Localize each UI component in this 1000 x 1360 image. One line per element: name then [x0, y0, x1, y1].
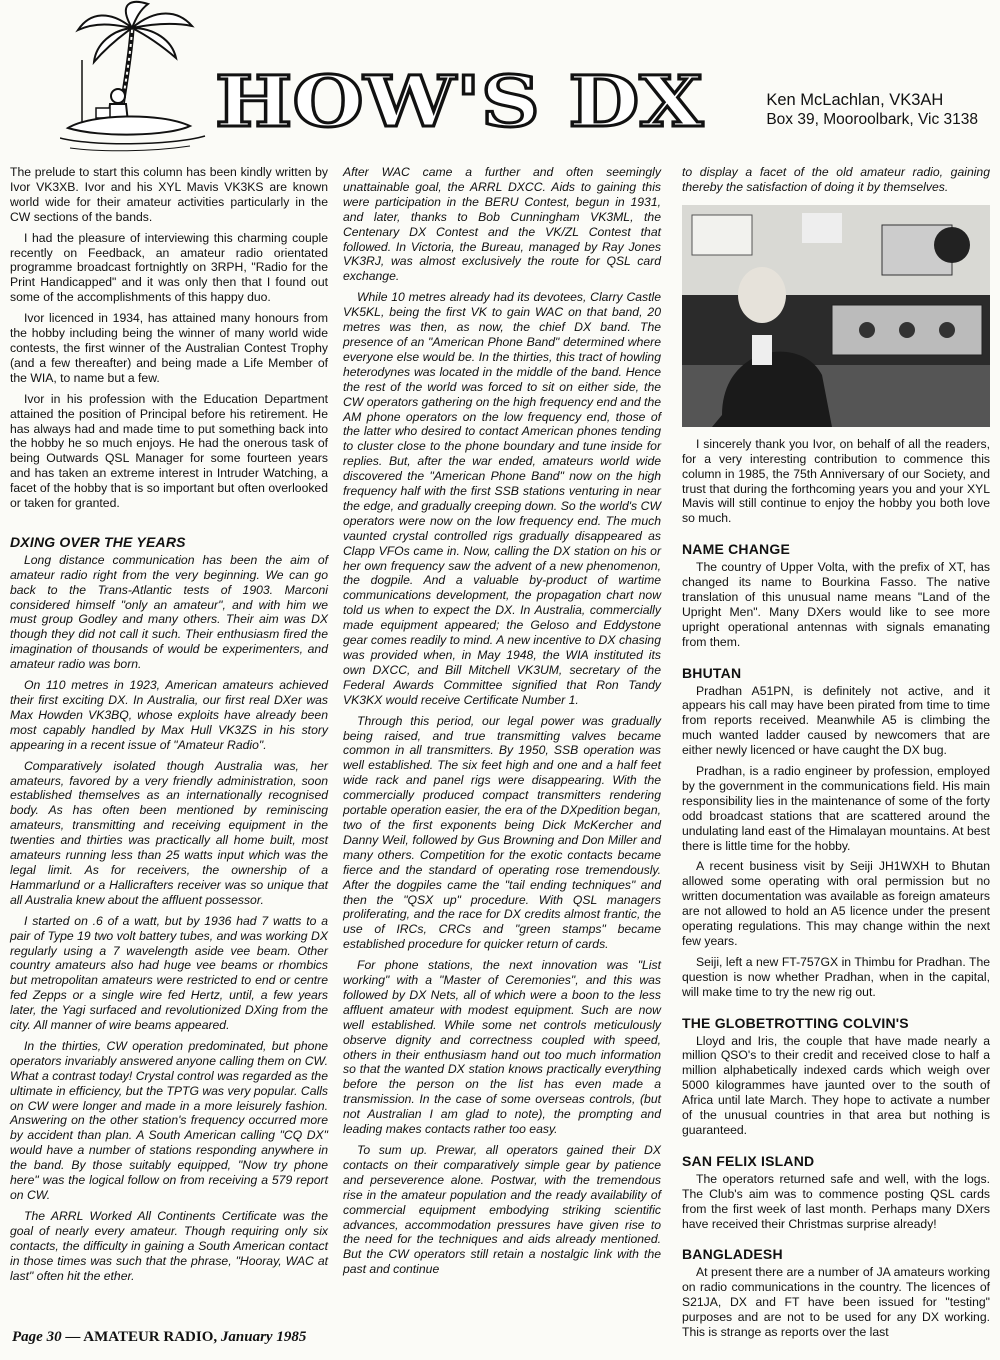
paragraph: A recent business visit by Seiji JH1WXH to Bhutan allowed some operating with oral permission but no written documentation was available as foreign amateurs are not allowed to hold an A5 licence under the present operating regulations. This may change within the next few years. [682, 859, 990, 948]
paragraph: The ARRL Worked All Continents Certificate was the goal of nearly every amateur. Though requiring only six contacts, the difficulty in gaining a South American contact in those times was such that the phrase, "Hooray, WAC at last" often hit the ether. [10, 1208, 328, 1283]
paragraph: Lloyd and Iris, the couple that have made nearly a million QSO's to their credit and received close to half a million alphabetically indexed cards which weigh over 5000 kilogrammes have jaunted over to the south of Africa until late March. They hope to activate a number of the unusual countries in that area but nothing is guaranteed. [682, 1033, 990, 1137]
desert-island-cartoon [60, 0, 210, 155]
paragraph: On 110 metres in 1923, American amateurs achieved their first exciting DX. In Australia, our first real DXer was Max Howden VK3BQ, whose exploits have already been most capably handled by Max Hull VK3ZS in his story appearing in a recent issue of "Amateur Radio". [10, 678, 328, 752]
column-2 [343, 165, 661, 1283]
paragraph: to display a facet of the old amateur radio, gaining thereby the satisfaction of doing it by themselves. [682, 165, 990, 194]
paragraph: Through this period, our legal power was gradually being raised, and true transmitting valves became common in all transmitters. By 1950, SSB operation was well established. The six feet high and one and a half feet wide rack and panel rigs were disappearing. With the commercially produced compact transmitters rendering portable operation easier, the era of the DXpedition began, two of the first exponents being Dick McKercher and Danny Weil, followed by Gus Browning and Don Miller and many others. Competition for the exotic contacts became fierce and the standard of operating rose tremendously. After the dogpiles came the "tail ending techniques" and then the "QSX up" procedure. With QSL managers proliferating, and the race for DX credits almost frantic, the use of IRCs, CRCs and "green stamps" became established procedure for quicker return of cards. [343, 713, 661, 952]
paragraph: The country of Upper Volta, with the prefix of XT, has changed its name to Bourkina Fasso. The native translation of this unusual name means "Land of the Upright Men". Many DXers would like to see more upright operational antennas with signals emanating from them. [682, 560, 990, 649]
issue-date: January 1985 [220, 1329, 307, 1345]
section-heading-dxing: DXING OVER THE YEARS [10, 533, 186, 550]
svg-text:HOW'S DX: HOW'S DX [215, 62, 704, 138]
paragraph: I sincerely thank you Ivor, on behalf of all the readers, for a very interesting contribution to commence this column in 1985, the 75th Anniversary of our Society, and trust that during the forthcoming years you and your XYL Mavis will still continue to enjoy the hobby you both love so much. [682, 436, 990, 526]
author-name: Ken McLachlan, VK3AH [766, 91, 944, 109]
section-heading-bhutan: BHUTAN [682, 664, 742, 681]
section-heading-colvins: THE GLOBETROTTING COLVIN'S [682, 1014, 909, 1031]
paragraph: In the thirties, CW operation predominated, but phone operators invariably answered anyone calling them on CW. What a contrast today! Crystal control was regarded as the ultimate in efficiency, but the TPTG was very popular. Calls on CW were longer and made in a more leisurely fashion. Answering on the other station's frequency occurred more by accident than plan. A South American calling "CQ DX" would have a number of stations responding anywhere in the band. By those suitably equipped, "Now try phone here" was the logical follow on from receiving a 579 report on CW. [10, 1038, 328, 1202]
paragraph: Ivor in his profession with the Education Department attained the position of Principal before his retirement. He has always had and made time to put something back into the hobby he so much enjoys. He had the onerous task of being Outwards QSL Manager for some fourteen years and has taken an extreme interest in Intruder Watching, a facet of the hobby that is so important but often overlooked or taken for granted. [10, 391, 328, 511]
paragraph: Long distance communication has been the aim of amateur radio right from the very beginning. We can go back to the Trans-Atlantic tests of 1903. Marconi considered himself "only an amateur", and with him we must group Godley and many others. Their aim was DX though they did not call it such. Their enthusiasm fired the imagination of thousands of would be experimenters, and amateur radio was born. [10, 552, 328, 672]
paragraph: Comparatively isolated though Australia was, her amateurs, favored by a very friendly administration, soon established themselves as an internationally recognised body. As has often been mentioned by reminiscing amateurs, transmitting and receiving equipment in the twenties and thirties was practically all home built, most amateurs running less than 25 watts input which was the legal limit. As for receivers, the ownership of a Hammarlund or a Hallicrafters receiver was so unique that all Australia knew about the affluent possessor. [10, 758, 328, 907]
page-number: Page 30 [12, 1329, 62, 1345]
paragraph: I had the pleasure of interviewing this charming couple recently on Feedback, an amateur radio orientated programme broadcast fortnightly on 3RPH, "Radio for the Print Handicapped" and it was only then that I found out some of the accomplishments of this happy duo. [10, 230, 328, 305]
paragraph: After WAC came a further and often seemingly unattainable goal, the ARRL DXCC. Aids to gaining this were participation in the BERU Contest, begun in 1931, and later, thanks to Bob Cunningham VK3ML, the Centenary DX Contest and the VK/ZL Contest that followed. In Victoria, the Bureau, managed by Ray Jones VK3RJ, was almost exclusively the route for QSL card exchange. [343, 165, 661, 284]
section-heading-san-felix: SAN FELIX ISLAND [682, 1152, 815, 1169]
section-heading-name-change: NAME CHANGE [682, 541, 790, 558]
paragraph: While 10 metres already had its devotees, Clarry Castle VK5KL, being the first VK to gain WAC on that band, 20 metres was then, as now, the chief DX band. The presence of an "American Phone Band" determined where everyone else would be. In the thirties, this tract of howling heterodynes was located in the middle of the band. Hence the rest of the world was forced to sit on either side, the CW operators gathering on the high frequency end and the AM phone operators on the low frequency end, those of the latter who desired to contact American phones tending to cluster close to the phone boundary and tune inside for replies. But, after the war ended, amateurs world wide discovered the "American Phone Band" now on the high frequency half with the first SSB stations venturing in near the edge, and gradually creeping down. So the world's CW operators were now on the low frequency end. The much vaunted crystal controlled rigs gradually disappeared as Clapp VFOs came in. Now, calling the DX station on his or her own frequency saw the advent of a new phenomenon, the dogpile. And a valuable by-product of wartime communications development, the propagation chart now told us when to expect the DX. In Australia, commercially made equipment appeared; the Geloso and Eddystone gear comes readily to mind. A new incentive to DX chasing was provided when, in May 1948, the WIA instituted its own DXCC, and Bill Mitchell VK3UM, secretary of the Federal Awards Committee signified that Ron Tandy VK3KX would receive Certificate Number 1. [343, 290, 661, 707]
paragraph: The prelude to start this column has been kindly written by Ivor VK3XB. Ivor and his XYL Mavis VK3KS are known world wide for their amateur activities particularly in the CW sections of the bands. [10, 165, 328, 224]
paragraph: Seiji, left a new FT-757GX in Thimbu for Pradhan. The question is now whether Pradhan, when in the capital, will make time to try the new rig out. [682, 954, 990, 999]
author-address: Box 39, Mooroolbark, Vic 3138 [766, 111, 978, 128]
page-footer [12, 1329, 306, 1346]
paragraph: I started on .6 of a watt, but by 1936 had 7 watts to a pair of Type 19 two volt battery tubes, and was working DX regularly using a 7 wavelength aside vee beam. Other country amateurs also had huge vee beams or rhombics but metropolitan amateurs were restricted to end or centre fed Zepps or a single wire fed Hertz, until, a few years later, the Yagi surfaced and revolutionized DXing from the city. All manner of wire beams appeared. [10, 913, 328, 1033]
paragraph: To sum up. Prewar, all operators gained their DX contacts on their comparatively simple gear by patience and perseverence alone. Postwar, with the tremendous rise in the amateur population and the ready availability of commercial equipment embodying striking scientific advances, accommodation pressures have given rise to the need for the techniques and aids already mentioned. But the CW operators still retain a nostalgic link with the past and continue [343, 1143, 661, 1277]
paragraph: Ivor licenced in 1934, has attained many honours from the hobby including being the winner of many world wide contests, the first winner of the Australian Contest Trophy (and a few thereafter) and being made a Life Member of the WIA, to name but a few. [10, 311, 328, 385]
byline [766, 90, 978, 130]
column-1 [10, 165, 328, 1289]
dxing-article [10, 553, 328, 1284]
column-3 [682, 165, 990, 1346]
section-heading-bangladesh: BANGLADESH [682, 1246, 783, 1263]
paragraph: For phone stations, the next innovation was "List working" with a "Master of Ceremonies", and this was followed by DX Nets, all of which were a boon to the less affluent amateur with modest equipment. Such are now well established. While some net controls meticulously observe dignity and correctness coupled with speed, others in their enthusiasm hand out too much information so that the wanted DX station knows practically everything before the person on the list has even made a transmission. In the case of some overseas controls, (but not Australian I am glad to note), the prompting and leading makes contacts rather too easy. [343, 958, 661, 1137]
footer-separator: — AMATEUR RADIO, [61, 1329, 221, 1345]
paragraph: Pradhan A51PN, is definitely not active, and it appears his call may have been pirated from time to time from reports received. Meanwhile A5 is climbing the much wanted ladder caused by newcomers that are either newly licenced or have caught the DX bug. [682, 683, 990, 758]
paragraph: The operators returned safe and well, with the logs. The Club's aim was to commence posting QSL cards from the first week of last month. Perhaps many DXers have received their Christmas surprise already! [682, 1171, 990, 1231]
paragraph: Pradhan, is a radio engineer by profession, employed by the government in the communications field. His main responsibility lies in the maintenance of some of the forty odd broadcast stations that are scattered around the undulating land east of the Himalayan mountains. At best there is little time for the hobby. [682, 764, 990, 853]
paragraph: At present there are a number of JA amateurs working on radio communications in the country. The licences of S21JA, DX and FT have been issued for "testing" purposes and are not to be used for any DX working. This is strange as reports over the last [682, 1265, 990, 1339]
photo-operator-at-radio-station [682, 205, 990, 427]
title-logo [215, 62, 705, 138]
masthead [0, 0, 1000, 160]
